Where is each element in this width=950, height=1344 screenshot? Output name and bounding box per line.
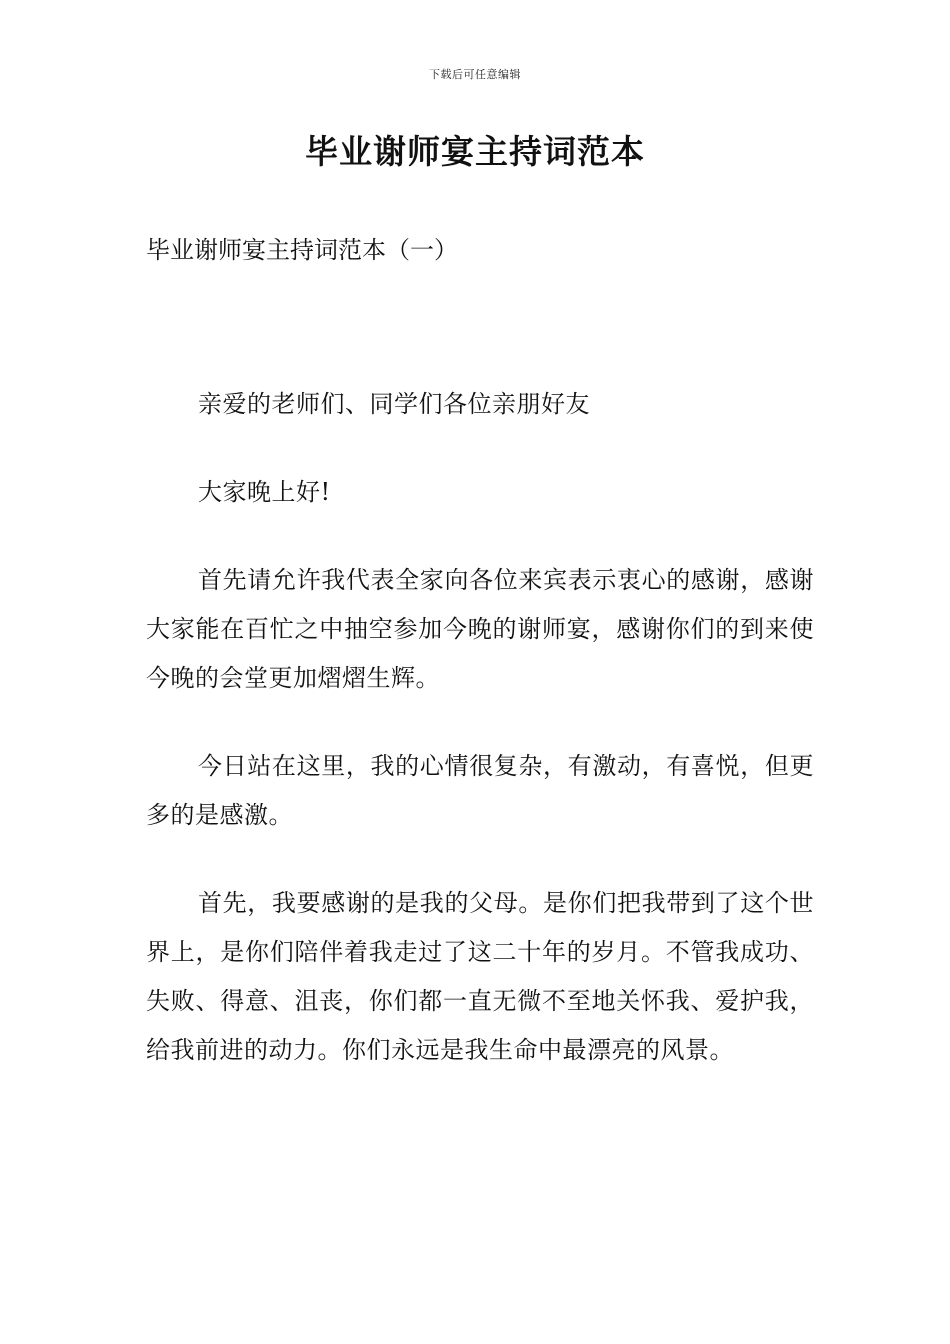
- section-heading: 毕业谢师宴主持词范本（一）: [146, 236, 458, 264]
- paragraph-feelings: 今日站在这里，我的心情很复杂，有激动，有喜悦，但更多的是感激。: [146, 752, 814, 829]
- paragraph-thanks-guests: 首先请允许我代表全家向各位来宾表示衷心的感谢，感谢大家能在百忙之中抽空参加今晚的谢师宴，感谢你们的到来使今晚的会堂更加熠熠生辉。: [146, 566, 814, 692]
- document-title: 毕业谢师宴主持词范本: [305, 132, 645, 171]
- paragraph-greeting: 亲爱的老师们、同学们各位亲朋好友: [198, 390, 590, 418]
- paragraph-thanks-parents: 首先，我要感谢的是我的父母。是你们把我带到了这个世界上，是你们陪伴着我走过了这二十年的岁月。不管我成功、失败、得意、沮丧，你们都一直无微不至地关怀我、爱护我，给我前进的动力。你们永远是我生命中最漂亮的风景。: [146, 889, 814, 1064]
- document-body: [146, 380, 814, 1114]
- header-note: 下载后可任意编辑: [429, 68, 521, 81]
- paragraph-good-evening: 大家晚上好!: [198, 478, 331, 506]
